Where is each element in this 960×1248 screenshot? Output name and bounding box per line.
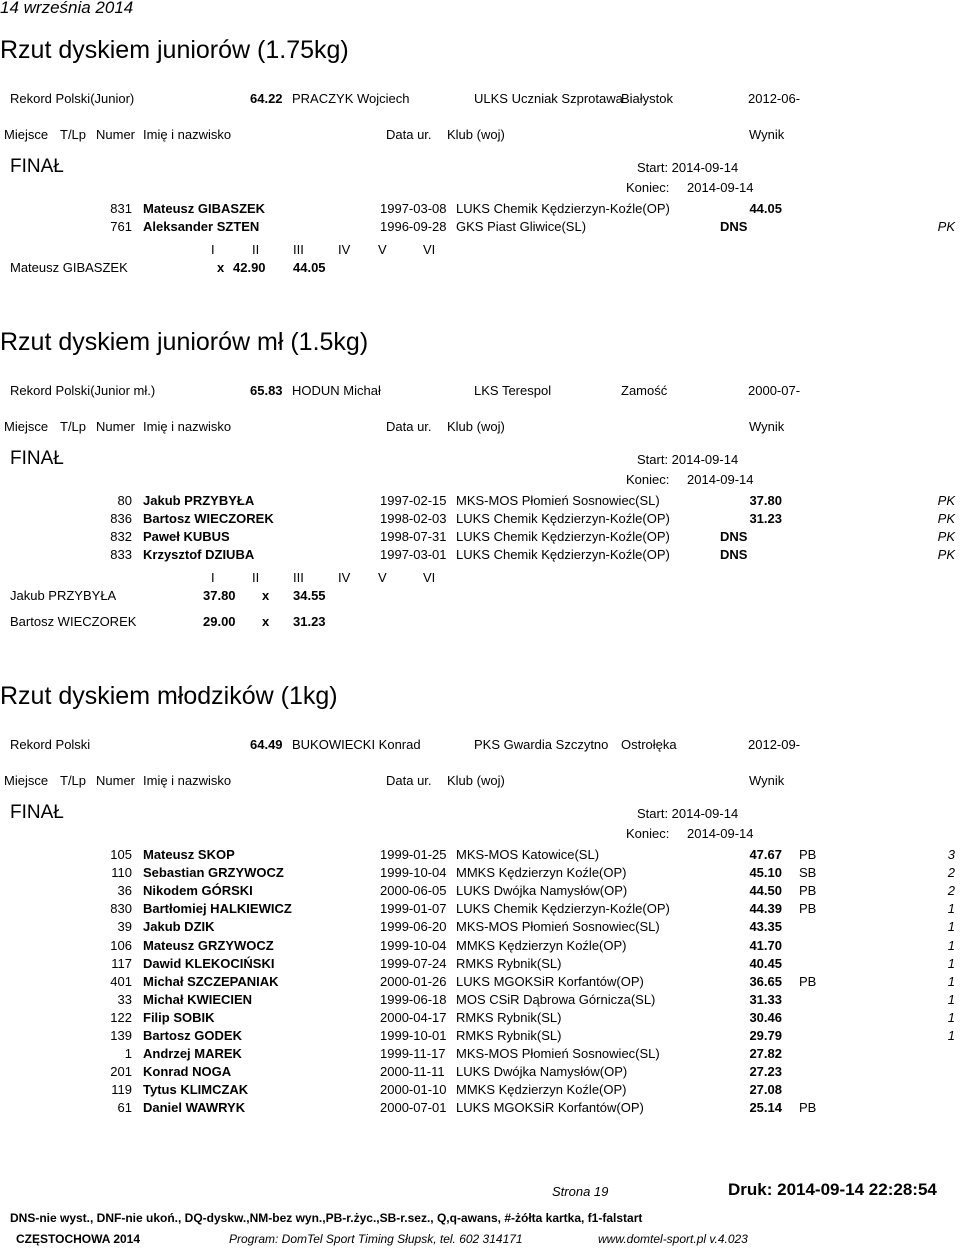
attempt-header: I (211, 242, 215, 258)
col-header-tlp: T/Lp (60, 127, 87, 142)
athlete-number: 761 (110, 219, 132, 235)
athlete-name: Andrzej MAREK (143, 1046, 242, 1062)
athlete-dob: 1998-07-31 (380, 529, 447, 545)
attempt-value: 37.80 (203, 588, 236, 604)
athlete-number: 1 (124, 1046, 132, 1062)
athlete-note: PB (799, 1100, 817, 1116)
athlete-number: 832 (110, 529, 132, 545)
athlete-club: MKS-MOS Płomień Sosnowiec(SL) (456, 919, 660, 935)
athlete-name: Michał SZCZEPANIAK (143, 973, 279, 989)
footer-site: www.domtel-sport.pl v.4.023 (598, 1232, 748, 1246)
athlete-result: 27.08 (749, 1082, 782, 1098)
record-label: Rekord Polski (10, 737, 91, 752)
athlete-name: Tytus KLIMCZAK (143, 1082, 249, 1098)
athlete-result: 31.33 (749, 991, 782, 1007)
athlete-dob: 2000-11-11 (380, 1064, 445, 1080)
attempt-value: 34.55 (293, 588, 326, 604)
col-header-number: Numer (96, 419, 136, 434)
attempt-value: x (262, 614, 270, 630)
col-header-name: Imię i nazwisko (143, 419, 232, 434)
record-label: Rekord Polski(Junior) (10, 91, 135, 106)
athlete-number: 836 (110, 511, 132, 527)
athlete-name: Filip SOBIK (143, 1009, 215, 1025)
athlete-name: Bartosz GODEK (143, 1028, 242, 1043)
athlete-name: Michał KWIECIEN (143, 991, 253, 1007)
athlete-points: PK (937, 219, 955, 235)
athlete-result: 41.70 (749, 937, 782, 953)
athlete-dob: 1997-03-01 (380, 547, 447, 563)
athlete-points: 1 (947, 955, 955, 971)
athlete-dob: 1997-03-08 (380, 201, 447, 216)
record-place: Zamość (621, 383, 668, 398)
attempt-value: x (217, 260, 225, 276)
athlete-dob: 2000-01-26 (380, 973, 447, 989)
col-header-place: Miejsce (4, 773, 49, 788)
athlete-dob: 1997-02-15 (380, 493, 447, 508)
athlete-dob: 1996-09-28 (380, 219, 447, 235)
athlete-name: Mateusz GIBASZEK (143, 201, 266, 216)
athlete-points: PK (937, 493, 955, 508)
final-start: Start: 2014-09-14 (637, 452, 739, 467)
athlete-number: 831 (110, 201, 132, 216)
athlete-dob: 2000-07-01 (380, 1100, 447, 1116)
final-end-label: Koniec: (626, 472, 670, 487)
athlete-club: LUKS Chemik Kędzierzyn-Koźle(OP) (456, 201, 670, 216)
final-label: FINAŁ (10, 802, 64, 823)
attempt-header: II (252, 570, 260, 586)
athlete-note: PB (799, 901, 817, 917)
athlete-result: DNS (720, 219, 748, 235)
athlete-number: 39 (117, 919, 132, 935)
attempt-value: 42.90 (233, 260, 266, 276)
athlete-points: 3 (947, 847, 955, 862)
record-date: 2012-06- (748, 91, 801, 106)
section-title: Rzut dyskiem juniorów mł (1.5kg) (0, 328, 369, 356)
record-holder: BUKOWIECKI Konrad (292, 737, 421, 752)
athlete-note: PB (799, 883, 817, 899)
athlete-club: RMKS Rybnik(SL) (456, 1009, 562, 1025)
attempt-header: II (252, 242, 260, 258)
athlete-points: PK (937, 511, 955, 527)
athlete-points: PK (937, 547, 955, 563)
athlete-name: Paweł KUBUS (143, 529, 230, 545)
athlete-club: GKS Piast Gliwice(SL) (456, 219, 587, 235)
final-end-label: Koniec: (626, 826, 670, 841)
athlete-dob: 1999-10-04 (380, 937, 447, 953)
athlete-note: SB (799, 865, 817, 881)
record-place: Białystok (621, 91, 674, 106)
athlete-club: LUKS Dwójka Namysłów(OP) (456, 883, 628, 899)
athlete-result: DNS (720, 547, 748, 563)
athlete-result: 45.10 (749, 865, 782, 881)
col-header-dob: Data ur. (386, 773, 432, 788)
athlete-club: LUKS Chemik Kędzierzyn-Koźle(OP) (456, 901, 670, 917)
final-end: 2014-09-14 (687, 826, 754, 841)
athlete-club: RMKS Rybnik(SL) (456, 1028, 562, 1043)
col-header-result: Wynik (749, 127, 785, 142)
athlete-result: 43.35 (749, 919, 782, 935)
athlete-dob: 1999-10-01 (380, 1028, 447, 1043)
athlete-number: 119 (111, 1082, 132, 1098)
athlete-number: 61 (117, 1100, 132, 1116)
athlete-points: 1 (947, 937, 955, 953)
col-header-club: Klub (woj) (447, 419, 505, 434)
athlete-club: MKS-MOS Płomień Sosnowiec(SL) (456, 1046, 660, 1062)
athlete-result: 37.80 (749, 493, 782, 508)
athlete-dob: 2000-04-17 (380, 1009, 447, 1025)
athlete-number: 80 (117, 493, 132, 508)
athlete-name: Bartłomiej HALKIEWICZ (143, 901, 292, 917)
athlete-result: 40.45 (749, 955, 782, 971)
attempt-value: 31.23 (293, 614, 326, 630)
athlete-club: LUKS Chemik Kędzierzyn-Koźle(OP) (456, 511, 670, 527)
athlete-club: MOS CSiR Dąbrowa Górnicza(SL) (456, 991, 656, 1007)
col-header-number: Numer (96, 773, 136, 788)
record-club: PKS Gwardia Szczytno (474, 737, 609, 752)
footer-legend: DNS-nie wyst., DNF-nie ukoń., DQ-dyskw.,NM-bez wyn.,PB-r.życ.,SB-r.sez., Q,q-awans, #-żółta kartka, f1-falstart (10, 1211, 643, 1225)
athlete-note: PB (799, 847, 817, 862)
col-header-place: Miejsce (4, 419, 49, 434)
col-header-club: Klub (woj) (447, 773, 505, 788)
athlete-result: 27.82 (749, 1046, 782, 1062)
attempt-athlete-name: Mateusz GIBASZEK (10, 260, 128, 276)
athlete-number: 122 (110, 1009, 132, 1025)
athlete-club: LUKS Chemik Kędzierzyn-Koźle(OP) (456, 547, 670, 563)
final-label: FINAŁ (10, 156, 64, 177)
athlete-result: DNS (720, 529, 748, 545)
final-end: 2014-09-14 (687, 180, 754, 195)
attempt-header: V (378, 570, 387, 586)
athlete-name: Sebastian GRZYWOCZ (143, 865, 284, 881)
athlete-name: Mateusz GRZYWOCZ (143, 937, 274, 953)
print-timestamp: Druk: 2014-09-14 22:28:54 (728, 1180, 937, 1199)
col-header-club: Klub (woj) (447, 127, 505, 142)
athlete-number: 117 (111, 955, 132, 971)
athlete-name: Krzysztof DZIUBA (143, 547, 255, 563)
athlete-number: 401 (110, 973, 132, 989)
athlete-result: 31.23 (749, 511, 782, 527)
athlete-name: Daniel WAWRYK (143, 1100, 246, 1116)
footer-program: Program: DomTel Sport Timing Słupsk, tel. 602 314171 (229, 1232, 523, 1246)
athlete-points: 1 (947, 1009, 955, 1025)
attempt-value: 29.00 (203, 614, 236, 630)
athlete-number: 106 (110, 937, 132, 953)
record-club: ULKS Uczniak Szprotawa (474, 91, 623, 106)
athlete-club: MMKS Kędzierzyn Koźle(OP) (456, 865, 627, 881)
record-holder: PRACZYK Wojciech (292, 91, 410, 106)
athlete-number: 833 (110, 547, 132, 563)
attempt-header: III (293, 570, 304, 586)
final-end: 2014-09-14 (687, 472, 754, 487)
col-header-dob: Data ur. (386, 419, 432, 434)
athlete-result: 25.14 (749, 1100, 782, 1116)
athlete-result: 27.23 (749, 1064, 782, 1080)
athlete-points: PK (937, 529, 955, 545)
attempt-header: VI (423, 242, 436, 258)
athlete-club: LUKS MGOKSiR Korfantów(OP) (456, 1100, 644, 1116)
athlete-club: MMKS Kędzierzyn Koźle(OP) (456, 937, 627, 953)
athlete-name: Jakub PRZYBYŁA (143, 493, 255, 508)
footer-city: CZĘSTOCHOWA 2014 (16, 1232, 141, 1246)
athlete-result: 36.65 (749, 973, 782, 989)
athlete-number: 139 (110, 1028, 132, 1043)
athlete-result: 29.79 (749, 1028, 782, 1043)
col-header-place: Miejsce (4, 127, 49, 142)
attempt-value: x (262, 588, 270, 604)
athlete-number: 830 (110, 901, 132, 917)
athlete-club: MMKS Kędzierzyn Koźle(OP) (456, 1082, 627, 1098)
attempt-header: VI (423, 570, 436, 586)
athlete-result: 44.05 (749, 201, 782, 216)
athlete-club: LUKS Dwójka Namysłów(OP) (456, 1064, 628, 1080)
col-header-dob: Data ur. (386, 127, 432, 142)
athlete-dob: 1999-10-04 (380, 865, 447, 881)
athlete-dob: 1998-02-03 (380, 511, 447, 527)
athlete-club: MKS-MOS Katowice(SL) (456, 847, 600, 862)
attempt-athlete-name: Jakub PRZYBYŁA (10, 588, 117, 604)
athlete-points: 2 (947, 865, 955, 881)
col-header-name: Imię i nazwisko (143, 127, 232, 142)
athlete-note: PB (799, 973, 817, 989)
athlete-number: 33 (117, 991, 132, 1007)
final-start: Start: 2014-09-14 (637, 160, 739, 175)
athlete-name: Konrad NOGA (143, 1064, 232, 1080)
athlete-club: MKS-MOS Płomień Sosnowiec(SL) (456, 493, 660, 508)
record-holder: HODUN Michał (292, 383, 381, 398)
athlete-points: 1 (947, 973, 955, 989)
col-header-name: Imię i nazwisko (143, 773, 232, 788)
attempt-header: V (378, 242, 387, 258)
page-date: 14 września 2014 (0, 0, 134, 17)
athlete-dob: 1999-07-24 (380, 955, 447, 971)
athlete-club: LUKS Chemik Kędzierzyn-Koźle(OP) (456, 529, 670, 545)
record-place: Ostrołęka (621, 737, 677, 752)
athlete-result: 44.50 (749, 883, 782, 899)
record-value: 64.22 (250, 91, 283, 106)
athlete-result: 30.46 (749, 1009, 782, 1025)
athlete-name: Dawid KLEKOCIŃSKI (143, 955, 275, 971)
athlete-number: 201 (110, 1064, 132, 1080)
final-start: Start: 2014-09-14 (637, 806, 739, 821)
attempt-value: 44.05 (293, 260, 326, 276)
athlete-points: 1 (947, 919, 955, 935)
record-value: 64.49 (250, 737, 283, 752)
col-header-number: Numer (96, 127, 136, 142)
athlete-number: 105 (110, 847, 132, 862)
record-label: Rekord Polski(Junior mł.) (10, 383, 156, 398)
athlete-dob: 1999-06-18 (380, 991, 447, 1007)
record-date: 2000-07- (748, 383, 801, 398)
col-header-result: Wynik (749, 773, 785, 788)
athlete-name: Aleksander SZTEN (143, 219, 260, 235)
col-header-tlp: T/Lp (60, 773, 87, 788)
col-header-result: Wynik (749, 419, 785, 434)
record-club: LKS Terespol (474, 383, 552, 398)
athlete-dob: 1999-01-25 (380, 847, 447, 862)
section-title: Rzut dyskiem juniorów (1.75kg) (0, 36, 349, 64)
athlete-dob: 2000-01-10 (380, 1082, 447, 1098)
athlete-number: 36 (117, 883, 132, 899)
athlete-result: 47.67 (749, 847, 782, 862)
page-number: Strona 19 (552, 1184, 609, 1199)
athlete-name: Jakub DZIK (143, 919, 215, 935)
athlete-points: 2 (947, 883, 955, 899)
attempt-athlete-name: Bartosz WIECZOREK (10, 614, 137, 630)
attempt-header: I (211, 570, 215, 586)
athlete-name: Nikodem GÓRSKI (143, 883, 253, 899)
athlete-points: 1 (947, 901, 955, 917)
attempt-header: IV (338, 242, 351, 258)
athlete-dob: 1999-06-20 (380, 919, 447, 935)
athlete-points: 1 (947, 1028, 955, 1043)
athlete-points: 1 (947, 991, 955, 1007)
athlete-dob: 2000-06-05 (380, 883, 447, 899)
athlete-name: Bartosz WIECZOREK (143, 511, 274, 527)
record-date: 2012-09- (748, 737, 801, 752)
athlete-result: 44.39 (749, 901, 782, 917)
athlete-club: LUKS MGOKSiR Korfantów(OP) (456, 973, 644, 989)
athlete-club: RMKS Rybnik(SL) (456, 955, 562, 971)
section-title: Rzut dyskiem młodzików (1kg) (0, 682, 338, 710)
attempt-header: III (293, 242, 304, 258)
record-value: 65.83 (250, 383, 283, 398)
final-end-label: Koniec: (626, 180, 670, 195)
final-label: FINAŁ (10, 448, 64, 469)
col-header-tlp: T/Lp (60, 419, 87, 434)
athlete-dob: 1999-11-17 (380, 1046, 446, 1062)
athlete-number: 110 (111, 865, 132, 881)
athlete-dob: 1999-01-07 (380, 901, 447, 917)
attempt-header: IV (338, 570, 351, 586)
athlete-name: Mateusz SKOP (143, 847, 235, 862)
